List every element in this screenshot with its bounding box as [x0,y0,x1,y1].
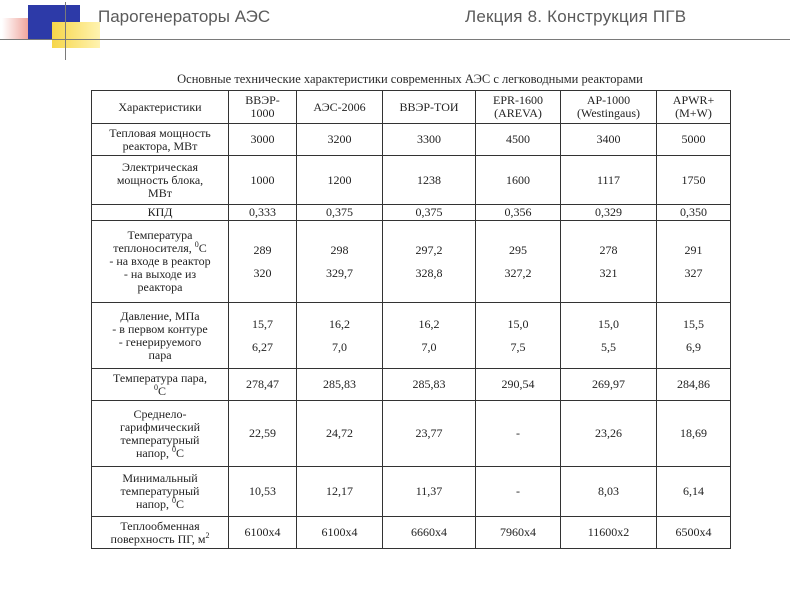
table-cell: 11600x2 [561,517,657,549]
table-cell: 289 320 [229,221,297,303]
header-cell-apwr: APWR+ (M+W) [657,91,731,124]
table-cell: 24,72 [297,401,383,467]
header-right-title: Лекция 8. Конструкция ПГВ [465,7,687,26]
row-label: Тепловая мощность реактора, МВт [92,124,229,156]
table-row [92,205,731,221]
row-label: Давление, МПа - в первом контуре - генерируемого пара [92,303,229,369]
row-label: КПД [92,205,229,221]
table-cell: 15,5 6,9 [657,303,731,369]
header-left-title: Парогенераторы АЭС [98,7,271,26]
decor-yellow-square [52,22,100,48]
table-cell: 297,2 328,8 [383,221,476,303]
row-label: Электрическая мощность блока, МВт [92,156,229,205]
table-cell: 16,2 7,0 [383,303,476,369]
table-cell: 0,350 [657,205,731,221]
table-caption: Основные технические характеристики современных АЭС с легководными реакторами [177,72,643,86]
header-divider [0,39,790,40]
header-cell-ap1000: AP-1000 (Westingaus) [561,91,657,124]
decor-vertical-line [65,2,66,60]
table-cell: 11,37 [383,467,476,517]
table-cell: 7960x4 [476,517,561,549]
table-cell: 1238 [383,156,476,205]
table-cell: - [476,467,561,517]
table-cell: 285,83 [383,369,476,401]
table-row [92,156,731,205]
table-cell: 295 327,2 [476,221,561,303]
table-cell: 6660x4 [383,517,476,549]
table-cell: 3400 [561,124,657,156]
table-cell: 23,26 [561,401,657,467]
table-cell: 0,356 [476,205,561,221]
table-cell: 269,97 [561,369,657,401]
table-cell: 15,0 5,5 [561,303,657,369]
table-cell: 3000 [229,124,297,156]
table-cell: 8,03 [561,467,657,517]
table-cell: 5000 [657,124,731,156]
header-cell-vver-toi: ВВЭР-ТОИ [383,91,476,124]
table-cell: 284,86 [657,369,731,401]
table-cell: 4500 [476,124,561,156]
row-label: Теплообменная поверхность ПГ, $м^2$ [92,517,229,549]
table-cell: 0,375 [297,205,383,221]
table-cell: 12,17 [297,467,383,517]
table-cell: 6100x4 [229,517,297,549]
row-label: Минимальный температурный напор, $^0$C [92,467,229,517]
row-label: Температура пара, $^0$C [92,369,229,401]
table-cell: 0,333 [229,205,297,221]
header-cell-aes2006: АЭС-2006 [297,91,383,124]
table-cell: 23,77 [383,401,476,467]
table-cell: - [476,401,561,467]
table-cell: 290,54 [476,369,561,401]
table-row [92,401,731,467]
table-row [92,303,731,369]
table-cell: 6,14 [657,467,731,517]
table-cell: 3300 [383,124,476,156]
header-cell-epr1600: EPR-1600 (AREVA) [476,91,561,124]
spec-table [91,90,731,549]
table-cell: 6100x4 [297,517,383,549]
table-cell: 15,7 6,27 [229,303,297,369]
table-cell: 6500x4 [657,517,731,549]
table-cell: 1000 [229,156,297,205]
table-header-row [92,91,731,124]
header-cell-characteristics: Характеристики [92,91,229,124]
row-label: Среднело- гарифмический температурный напор, $^0$C [92,401,229,467]
table-cell: 1200 [297,156,383,205]
table-row [92,369,731,401]
table-cell: 0,375 [383,205,476,221]
table-cell: 1750 [657,156,731,205]
row-label: Температура теплоносителя, $^0$C - на входе в реактор - на выходе из реактора [92,221,229,303]
table-row [92,124,731,156]
table-cell: 16,2 7,0 [297,303,383,369]
table-row [92,517,731,549]
table-cell: 1117 [561,156,657,205]
table-row [92,467,731,517]
table-cell: 278 321 [561,221,657,303]
table-cell: 298 329,7 [297,221,383,303]
table-row [92,221,731,303]
table-cell: 18,69 [657,401,731,467]
table-cell: 22,59 [229,401,297,467]
table-cell: 291 327 [657,221,731,303]
header-cell-vver1000: ВВЭР- 1000 [229,91,297,124]
table-cell: 3200 [297,124,383,156]
table-cell: 285,83 [297,369,383,401]
table-cell: 278,47 [229,369,297,401]
table-cell: 15,0 7,5 [476,303,561,369]
table-cell: 0,329 [561,205,657,221]
table-cell: 10,53 [229,467,297,517]
table-cell: 1600 [476,156,561,205]
